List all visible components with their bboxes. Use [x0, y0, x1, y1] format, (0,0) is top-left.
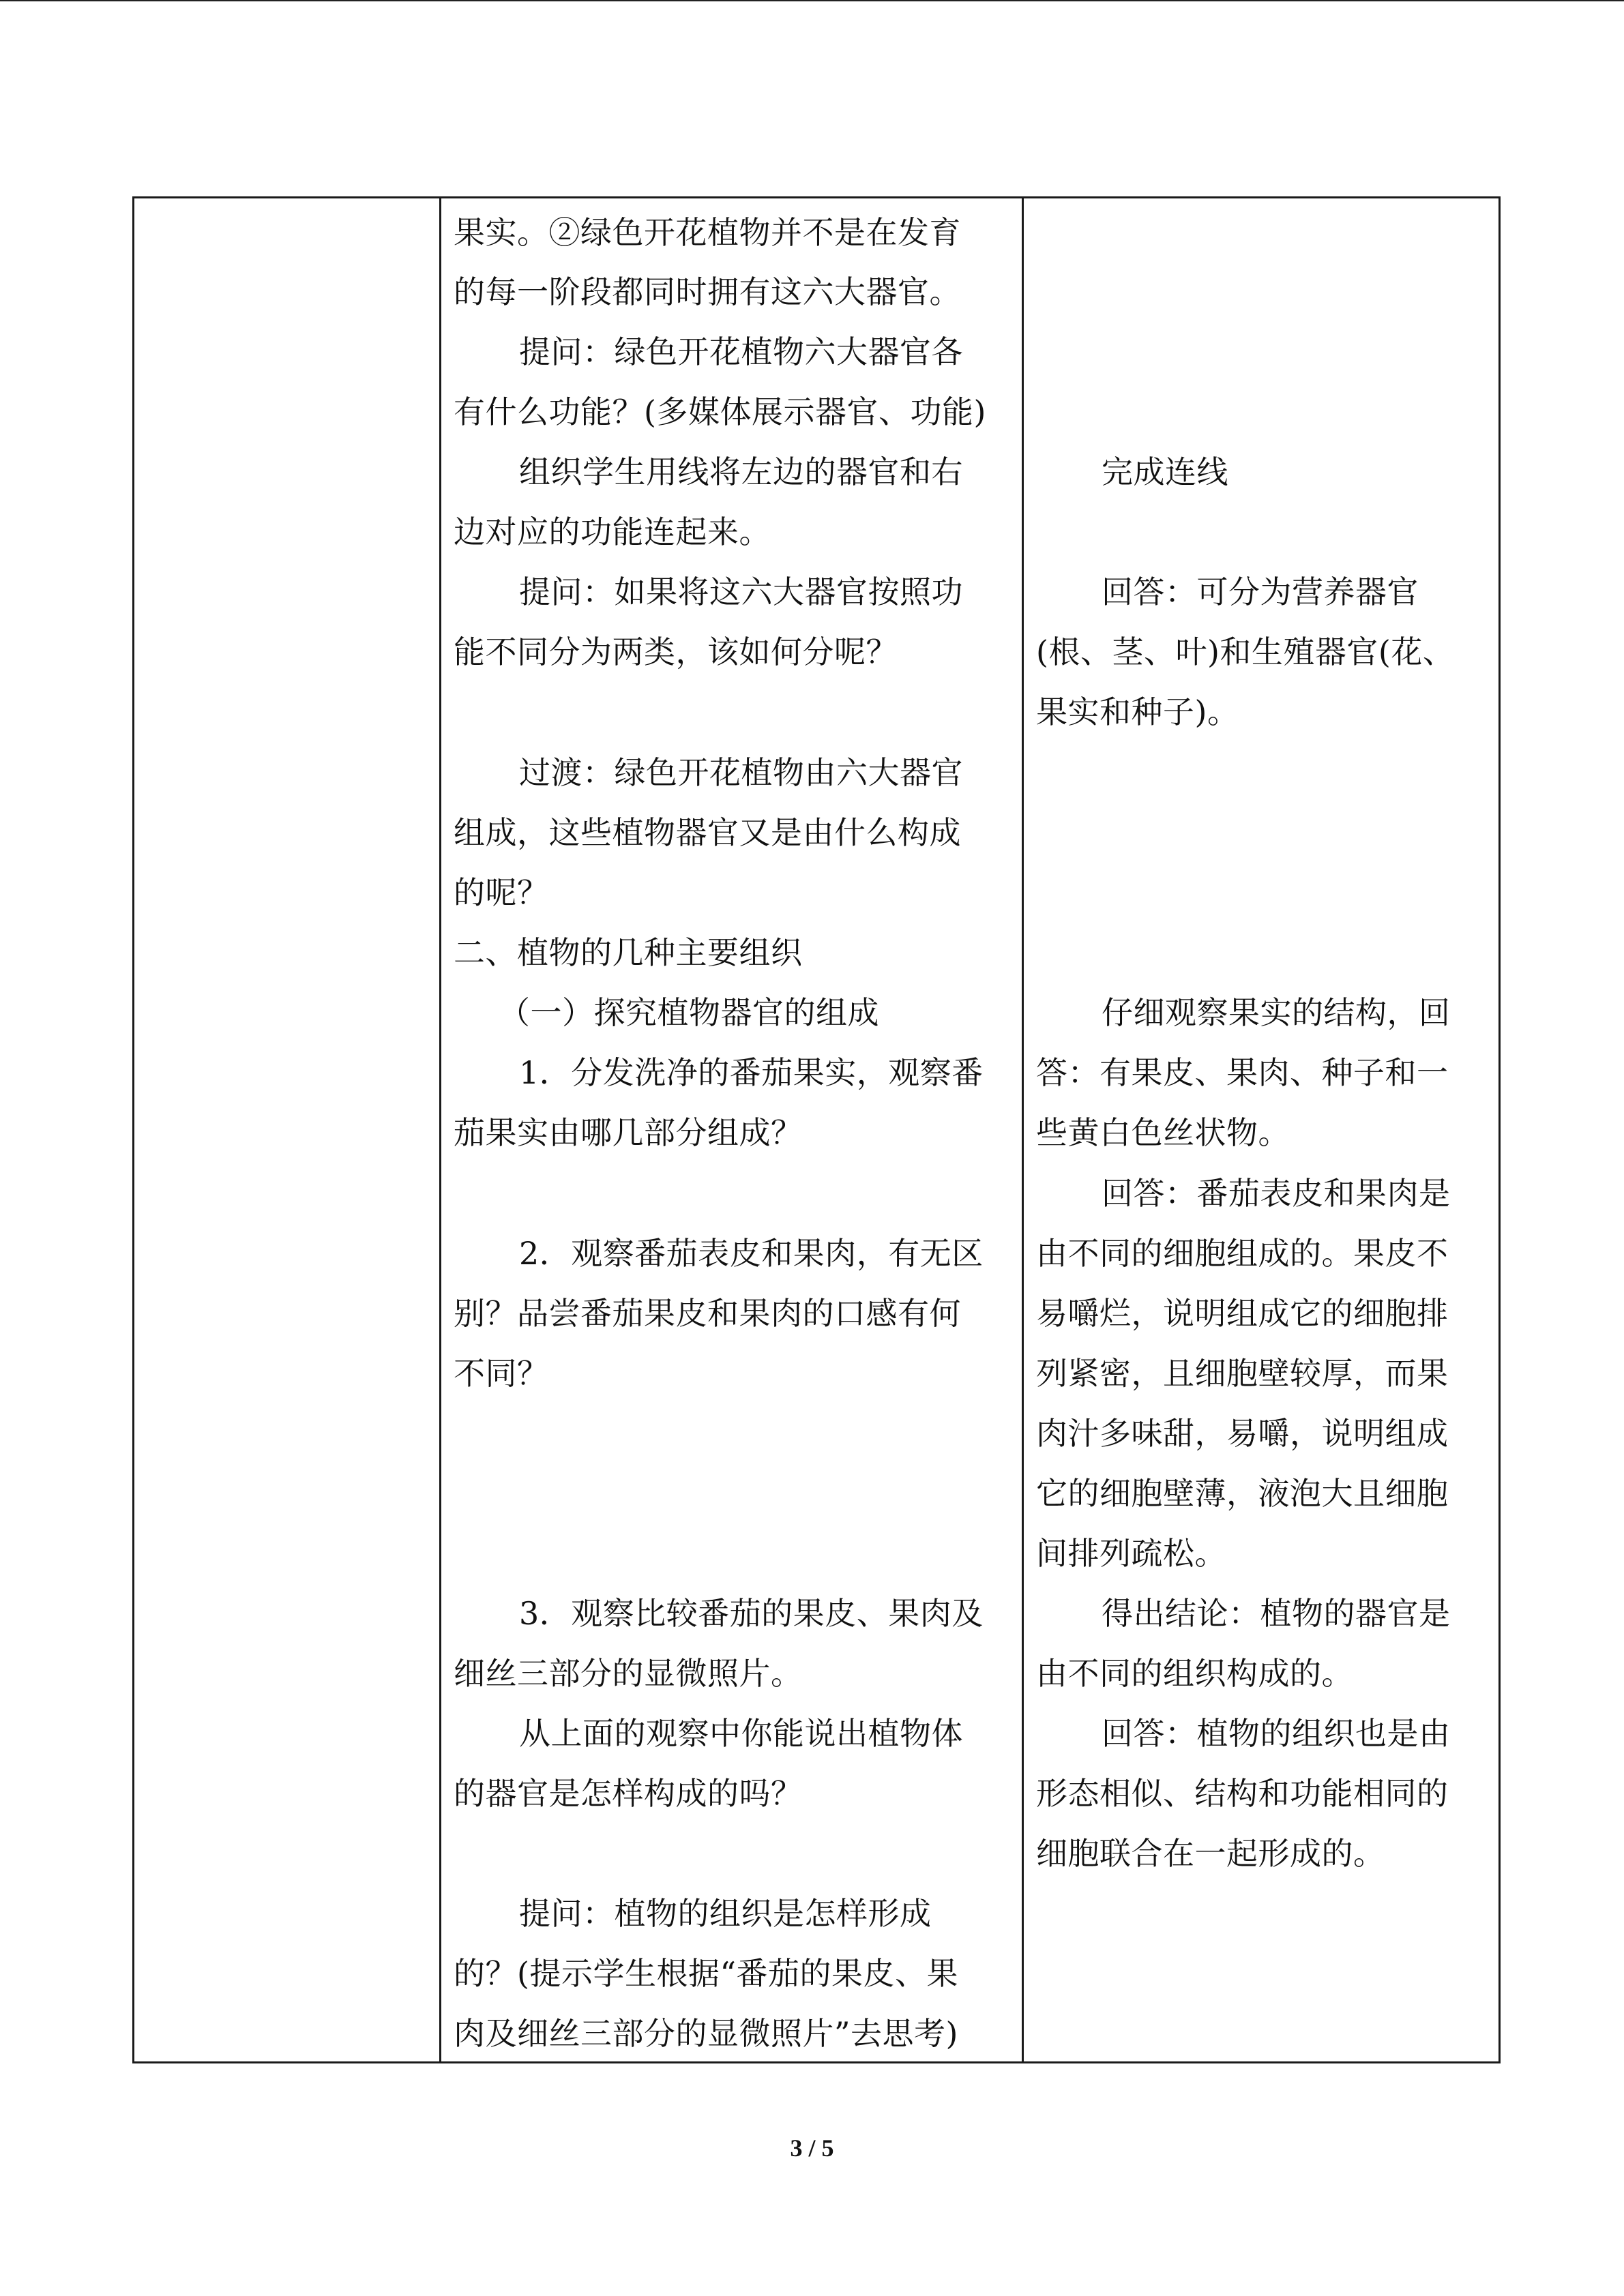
text-line: 易嚼烂，说明组成它的细胞排 — [1036, 1295, 1449, 1332]
table-cell-left — [134, 198, 441, 2063]
text-line: 由不同的组织构成的。 — [1036, 1655, 1353, 1692]
text-line: 从上面的观察中你能说出植物体 — [519, 1715, 963, 1752]
text-line: 的器官是怎样构成的吗？ — [454, 1775, 803, 1812]
text-line: 回答：番茄表皮和果肉是 — [1102, 1175, 1451, 1212]
page-number: 3 / 5 — [790, 2134, 834, 2162]
text-line: 组成，这些植物器官又是由什么构成 — [454, 814, 961, 851]
text-line: 仔细观察果实的结构，回 — [1102, 994, 1451, 1031]
text-line: 得出结论：植物的器官是 — [1102, 1595, 1451, 1632]
text-line: 的呢？ — [454, 874, 549, 911]
text-line: 细丝三部分的显微照片。 — [454, 1655, 803, 1692]
table-cell-student-activity — [1023, 198, 1500, 2063]
text-line: 果实。②绿色开花植物并不是在发育 — [454, 214, 961, 251]
text-line: 回答：植物的组织也是由 — [1102, 1715, 1451, 1752]
text-line: 提问：植物的组织是怎样形成 — [519, 1895, 932, 1932]
text-line: 肉及细丝三部分的显微照片”去思考) — [454, 2015, 958, 2052]
text-line: 提问：绿色开花植物六大器官各 — [519, 333, 963, 370]
text-line: 别？品尝番茄果皮和果肉的口感有何 — [454, 1295, 961, 1332]
text-line: 间排列疏松。 — [1036, 1535, 1226, 1572]
text-line: 答：有果皮、果肉、种子和一 — [1036, 1054, 1449, 1091]
text-line: 完成连线 — [1102, 453, 1228, 490]
text-line: 1．分发洗净的番茄果实，观察番 — [519, 1054, 984, 1091]
text-line: 边对应的功能连起来。 — [454, 513, 771, 550]
subsection-heading: （一）探究植物器官的组成 — [499, 994, 879, 1031]
text-line: (根、茎、叶)和生殖器官(花、 — [1036, 633, 1455, 670]
text-line: 提问：如果将这六大器官按照功 — [519, 573, 963, 610]
table-row — [134, 198, 1500, 2063]
text-line: 3．观察比较番茄的果皮、果肉及 — [519, 1595, 984, 1632]
text-line: 过渡：绿色开花植物由六大器官 — [519, 754, 963, 791]
text-line: 些黄白色丝状物。 — [1036, 1114, 1290, 1151]
table-cell-teacher-activity — [441, 198, 1023, 2063]
text-line: 细胞联合在一起形成的。 — [1036, 1835, 1385, 1872]
section-heading: 二、植物的几种主要组织 — [454, 934, 803, 971]
text-line: 回答：可分为营养器官 — [1102, 573, 1419, 610]
text-line: 2．观察番茄表皮和果肉，有无区 — [519, 1235, 984, 1272]
left-cell-content — [134, 198, 439, 2061]
text-line: 它的细胞壁薄，液泡大且细胞 — [1036, 1475, 1449, 1512]
text-line: 的？(提示学生根据“番茄的果皮、果 — [454, 1955, 958, 1992]
lesson-plan-table — [132, 196, 1501, 2063]
text-line: 的每一阶段都同时拥有这六大器官。 — [454, 273, 961, 310]
text-line: 肉汁多味甜，易嚼，说明组成 — [1036, 1415, 1449, 1452]
text-line: 有什么功能？(多媒体展示器官、功能) — [454, 393, 986, 430]
text-line: 果实和种子)。 — [1036, 694, 1239, 730]
text-line: 不同？ — [454, 1355, 549, 1392]
text-line: 列紧密，且细胞壁较厚，而果 — [1036, 1355, 1449, 1392]
text-line: 形态相似、结构和功能相同的 — [1036, 1775, 1449, 1812]
text-line: 由不同的细胞组成的。果皮不 — [1036, 1235, 1449, 1272]
text-line: 能不同分为两类，该如何分呢？ — [454, 633, 898, 670]
text-line: 组织学生用线将左边的器官和右 — [519, 453, 963, 490]
top-border-line — [0, 0, 1624, 1]
text-line: 茄果实由哪几部分组成？ — [454, 1114, 803, 1151]
